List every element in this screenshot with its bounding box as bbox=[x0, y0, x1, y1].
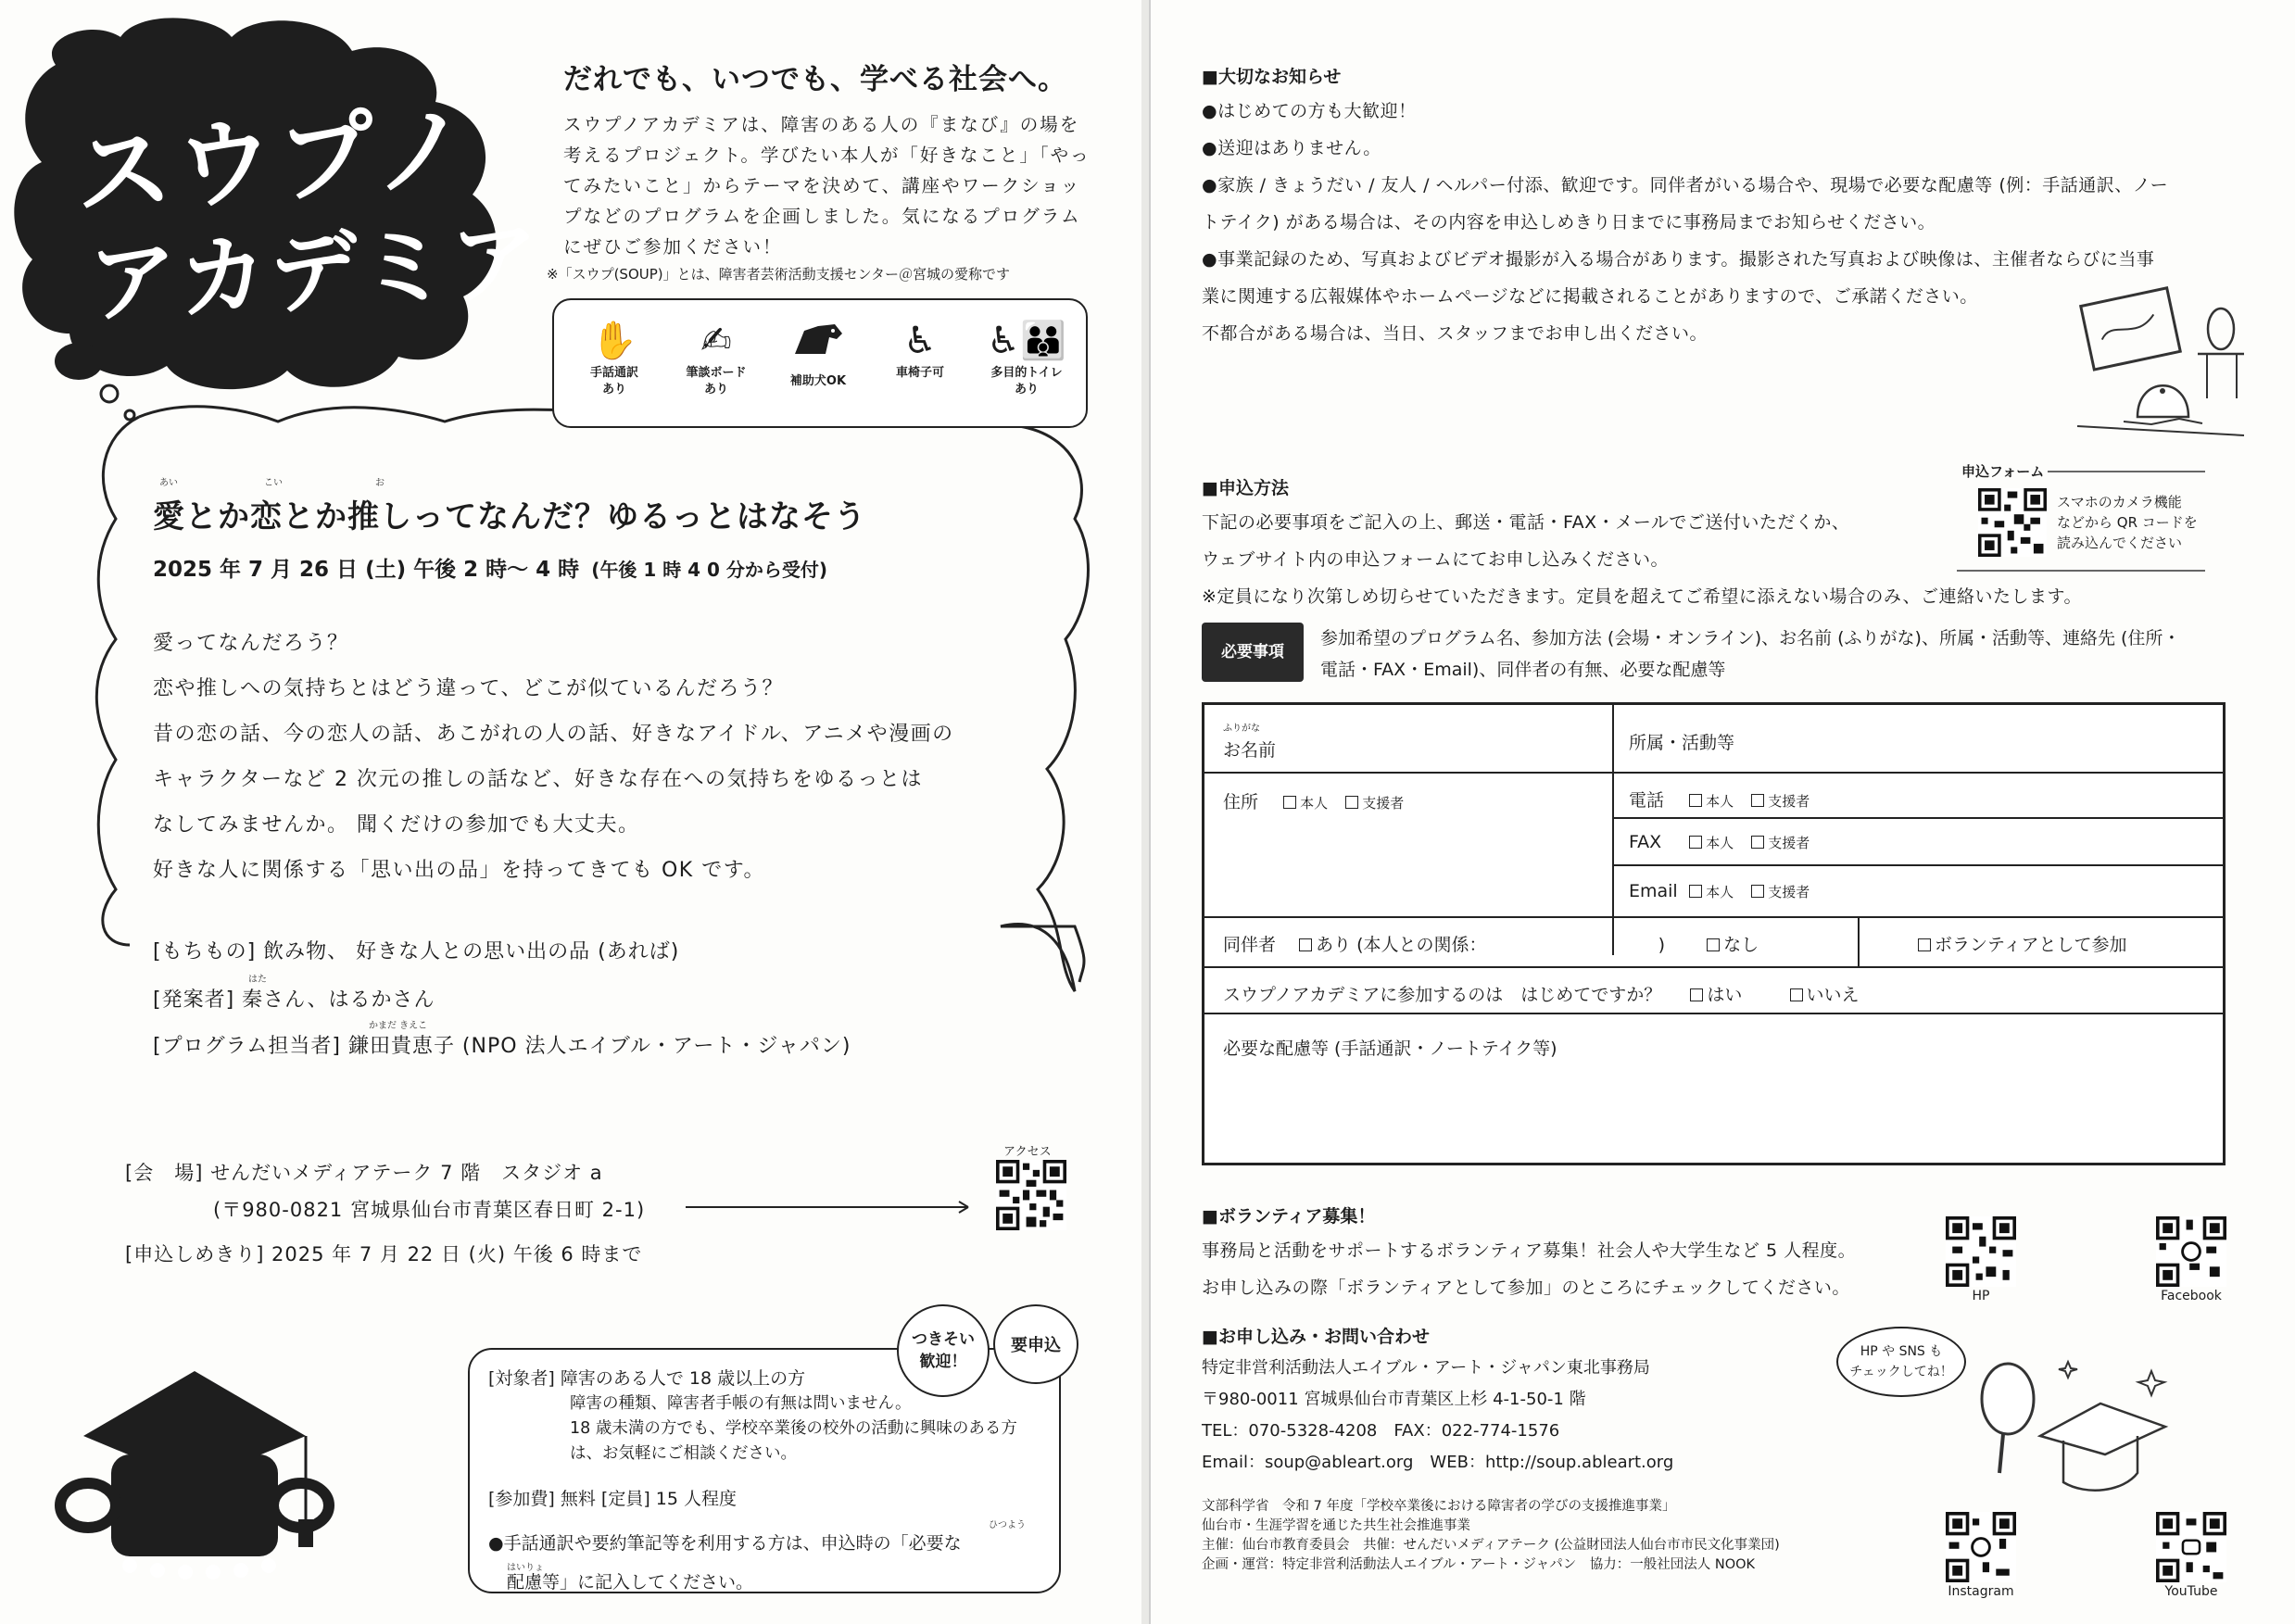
companion-no-checkbox[interactable] bbox=[1707, 938, 1720, 951]
address-label: 住所 bbox=[1223, 792, 1259, 812]
volunteer-line: お申し込みの際「ボランティアとして参加」のところにチェックしてください。 bbox=[1202, 1278, 1850, 1298]
notice-line: ●事業記録のため、写真およびビデオ撮影が入る場合があります。撮影された写真および映像は、主催者ならびに当事 bbox=[1202, 249, 2155, 270]
hp-qr-code[interactable] bbox=[1946, 1216, 2016, 1287]
target-line: 障害の種類、障害者手帳の有無は問いません。 bbox=[570, 1394, 912, 1413]
address-supporter-checkbox[interactable] bbox=[1345, 796, 1358, 809]
checkbox-label: ボランティアとして参加 bbox=[1935, 935, 2127, 955]
notice-line: ●家族 / きょうだい / 友人 / ヘルパー付添、歓迎です。同伴者がいる場合や、現場で必要な配慮等 (例：手話通訳、ノー bbox=[1202, 175, 2169, 195]
logo-line2: アカデミア bbox=[85, 208, 545, 336]
first-time-label: スウプノアカデミアに参加するのは はじめてですか？ bbox=[1223, 985, 1662, 1005]
intro-line: にぜひご参加ください！ bbox=[563, 236, 783, 258]
email-supporter-checkbox[interactable] bbox=[1751, 885, 1764, 898]
required-line: 電話・FAX・Email)、同伴者の有無、必要な配慮等 bbox=[1320, 660, 1726, 680]
apply-line: ウェブサイト内の申込フォームにてお申し込みください。 bbox=[1202, 549, 1669, 570]
ruby-hairyo: はいりょ bbox=[507, 1563, 544, 1573]
venue-name: せんだいメディアテーク 7 階 スタジオ a bbox=[210, 1162, 603, 1184]
art-appreciation-illustration bbox=[2059, 278, 2253, 445]
form-note-line: などから QR コードを bbox=[2057, 514, 2198, 531]
deadline: [申込しめきり] 2025 年 7 月 22 日 (火) 午後 6 時まで bbox=[125, 1243, 643, 1265]
fax-field[interactable] bbox=[1629, 832, 1810, 852]
description-line: 好きな人に関係する「思い出の品」を持ってきても OK です。 bbox=[153, 859, 765, 882]
writing-board-icon: ✍ bbox=[700, 320, 732, 362]
footer-line: 企画・運営：特定非営利活動法人エイブル・アート・ジャパン 協力：一般社団法人 NOOK bbox=[1202, 1557, 1756, 1572]
footer-credits bbox=[1202, 1497, 1780, 1575]
ruby-hitsuyou: ひつよう bbox=[989, 1520, 1026, 1530]
checkbox-label: いいえ bbox=[1806, 985, 1860, 1005]
checkbox-label: あり (本人との関係： bbox=[1316, 935, 1487, 955]
wheelchair-icon: ♿ bbox=[903, 320, 937, 362]
checkbox-label: 本人 bbox=[1300, 795, 1329, 812]
ruby-kamada: かまだ きえこ bbox=[369, 1021, 428, 1031]
application-form bbox=[1202, 702, 2226, 1165]
intro-line: スウプノアカデミアは、障害のある人の『まなび』の場を bbox=[563, 114, 1080, 135]
logo-line1: スウプノ bbox=[70, 91, 479, 232]
instagram-label: Instagram bbox=[1948, 1584, 2014, 1599]
feature-item bbox=[874, 317, 966, 382]
checkbox-label: 支援者 bbox=[1768, 793, 1810, 810]
email-label: Email bbox=[1629, 881, 1678, 901]
checkbox-label: 支援者 bbox=[1768, 835, 1810, 851]
target-line: は、お気軽にご相談ください。 bbox=[570, 1444, 797, 1463]
sns-bubble-line: HP や SNS も bbox=[1860, 1344, 1943, 1359]
application-form-qr-code[interactable] bbox=[1978, 488, 2047, 557]
intro-line: てみたいこと」からテーマを決めて、講座やワークショッ bbox=[563, 175, 1081, 196]
first-time-field[interactable] bbox=[1223, 981, 1860, 1006]
feature-label: 筆談ボード bbox=[686, 366, 747, 380]
companion-yes-checkbox[interactable] bbox=[1299, 938, 1312, 951]
required-items-badge: 必要事項 bbox=[1202, 623, 1304, 682]
registration-required-bubble: 要申込 bbox=[993, 1304, 1078, 1384]
phone-self-checkbox[interactable] bbox=[1689, 794, 1702, 807]
volunteer-text bbox=[1202, 1232, 1856, 1306]
venue-address: (〒980-0821 宮城県仙台市青葉区春日町 2-1) bbox=[213, 1199, 646, 1221]
volunteer-heading: ■ボランティア募集！ bbox=[1202, 1206, 1376, 1227]
companion-label: 同伴者 bbox=[1223, 935, 1277, 955]
mirror-cap-illustration bbox=[1938, 1334, 2179, 1501]
email-self-checkbox[interactable] bbox=[1689, 885, 1702, 898]
contact-heading: ■お申し込み・お問い合わせ bbox=[1202, 1327, 1430, 1347]
first-time-no-checkbox[interactable] bbox=[1790, 988, 1803, 1001]
feature-label: 多目的トイレ bbox=[990, 366, 1063, 380]
contact-address: 〒980-0011 宮城県仙台市青葉区上杉 4-1-50-1 階 bbox=[1202, 1390, 1586, 1409]
access-label: アクセス bbox=[1003, 1145, 1052, 1159]
accessibility-features bbox=[552, 298, 1088, 428]
program-title: 愛とか恋とか推しってなんだ？ゆるっとはなそう bbox=[153, 498, 866, 535]
checkbox-label: 支援者 bbox=[1768, 884, 1810, 900]
feature-item bbox=[670, 317, 763, 398]
interpret-note: ●手話通訳や要約筆記等を利用する方は、申込時の「必要な bbox=[488, 1533, 962, 1554]
companion-welcome-bubble bbox=[897, 1304, 990, 1397]
program-staff: [プログラム担当者] 鎌田貴恵子 (NPO 法人エイブル・アート・ジャパン) bbox=[153, 1035, 851, 1058]
volunteer-checkbox[interactable] bbox=[1918, 938, 1931, 951]
intro-line: プなどのプログラムを企画しました。気になるプログラム bbox=[563, 206, 1081, 227]
ruby-koi: こい bbox=[264, 478, 283, 488]
notice-line: 不都合がある場合は、当日、スタッフまでお申し出ください。 bbox=[1202, 323, 1709, 344]
checkbox-label: 支援者 bbox=[1362, 795, 1405, 812]
fee: [参加費] 無料 [定員] 15 人程度 bbox=[488, 1489, 737, 1509]
feature-label: 補助犬OK bbox=[789, 374, 847, 388]
footer-line: 仙台市・生涯学習を通じた共生社会推進事業 bbox=[1202, 1518, 1470, 1533]
address-field[interactable] bbox=[1223, 788, 1404, 813]
contact-org: 特定非営利活動法人エイブル・アート・ジャパン東北事務局 bbox=[1202, 1358, 1650, 1378]
interpret-note: 配慮等」に記入してください。 bbox=[507, 1572, 754, 1593]
phone-supporter-checkbox[interactable] bbox=[1751, 794, 1764, 807]
venue-label: [会 場] bbox=[125, 1162, 204, 1184]
venue-row bbox=[125, 1158, 603, 1186]
belongings: [もちもの] 飲み物、 好きな人との思い出の品 (あれば) bbox=[153, 940, 680, 963]
footer-line: 文部科学省 令和 7 年度「学校卒業後における障害者の学びの支援推進事業」 bbox=[1202, 1499, 1676, 1514]
ruby-ai: あい bbox=[159, 478, 178, 488]
checkbox-label: 本人 bbox=[1706, 793, 1734, 810]
program-description bbox=[153, 621, 954, 893]
youtube-label: YouTube bbox=[2164, 1584, 2218, 1599]
feature-item bbox=[976, 317, 1078, 398]
facebook-label: Facebook bbox=[2161, 1289, 2222, 1303]
apply-line: 下記の必要事項をご記入の上、郵送・電話・FAX・メールでご送付いただくか、 bbox=[1202, 512, 1850, 533]
description-line: なしてみませんか。 聞くだけの参加でも大丈夫。 bbox=[153, 813, 640, 837]
intro-text bbox=[563, 109, 1091, 262]
multipurpose-toilet-icon: ♿👪 bbox=[987, 320, 1066, 362]
apply-instructions bbox=[1202, 504, 2082, 615]
notice-line: トテイク) がある場合は、その内容を申込しめきり日までに事務局までお知らせください。 bbox=[1202, 212, 1936, 233]
apply-line: ※定員になり次第しめ切らせていただきます。定員を超えてご希望に添えない場合のみ、ご連絡いたします。 bbox=[1202, 586, 2082, 607]
notice-heading: ■大切なお知らせ bbox=[1202, 67, 1342, 87]
volunteer-field[interactable] bbox=[1918, 931, 2126, 956]
description-line: キャラクターなど 2 次元の推しの話など、好きな存在への気持ちをゆるっとは bbox=[153, 768, 924, 791]
form-note-line: 読み込んでください bbox=[2057, 535, 2183, 551]
speaker: [発案者] 秦さん、はるかさん bbox=[153, 988, 435, 1012]
feature-label: あり bbox=[601, 383, 626, 397]
youtube-qr-code[interactable] bbox=[2156, 1512, 2226, 1582]
checkbox-label: はい bbox=[1707, 985, 1743, 1005]
access-qr-code[interactable] bbox=[996, 1160, 1066, 1230]
furigana-label: ふりがな bbox=[1223, 724, 1260, 734]
notice-list bbox=[1202, 93, 2168, 352]
contact-phone: TEL：070-5328-4208 FAX：022-774-1576 bbox=[1202, 1421, 1560, 1441]
form-qr-note bbox=[2057, 492, 2198, 553]
checkbox-label: 本人 bbox=[1706, 884, 1734, 900]
ruby-hata: はた bbox=[248, 975, 267, 985]
assistance-dog-icon bbox=[772, 317, 864, 373]
notice-line: 業に関連する広報媒体やホームページなどに掲載されることがありますので、ご承諾ください。 bbox=[1202, 286, 1978, 307]
form-divider bbox=[2048, 471, 2205, 472]
target-line: 18 歳未満の方でも、学校卒業後の校外の活動に興味のある方 bbox=[570, 1419, 1017, 1438]
needs-field[interactable]: 必要な配慮等 (手話通訳・ノートテイク等) bbox=[1223, 1039, 1557, 1059]
fax-self-checkbox[interactable] bbox=[1689, 836, 1702, 849]
phone-field[interactable] bbox=[1629, 787, 1810, 812]
affiliation-field[interactable]: 所属・活動等 bbox=[1629, 733, 1735, 753]
form-qr-label: 申込フォーム bbox=[1961, 463, 2045, 480]
bubble-line: つきそい bbox=[912, 1330, 975, 1349]
target-line: [対象者] 障害のある人で 18 歳以上の方 bbox=[488, 1368, 806, 1389]
fax-supporter-checkbox[interactable] bbox=[1751, 836, 1764, 849]
checkbox-label: なし bbox=[1723, 935, 1759, 955]
right-page bbox=[1149, 0, 2295, 1624]
required-line: 参加希望のプログラム名、参加方法 (会場・オンライン)、お名前 (ふりがな)、所属・活動等、連絡先 (住所・ bbox=[1320, 628, 2181, 648]
program-date-row bbox=[153, 552, 827, 583]
left-page bbox=[0, 0, 1141, 1624]
footer-line: 主催：仙台市教育委員会 共催：せんだいメディアテーク (公益財団法人仙台市市民文化事業団) bbox=[1202, 1538, 1780, 1553]
instagram-qr-code[interactable] bbox=[1946, 1512, 2016, 1582]
description-line: 恋や推しへの気持ちとはどう違って、どこが似ているんだろう？ bbox=[153, 677, 785, 700]
program-reception: (午後 1 時 4 0 分から受付) bbox=[591, 559, 828, 581]
description-line: 愛ってなんだろう？ bbox=[153, 632, 349, 655]
feature-item bbox=[772, 317, 864, 390]
bubble-line: 歓迎！ bbox=[919, 1353, 967, 1371]
fax-label: FAX bbox=[1629, 832, 1662, 852]
notice-line: ●送迎はありません。 bbox=[1202, 138, 1381, 158]
notice-line: ●はじめての方も大歓迎！ bbox=[1202, 101, 1417, 121]
soup-note: ※「スウプ(SOUP)」とは、障害者芸術活動支援センター＠宮城の愛称です bbox=[547, 266, 1011, 283]
program-date: 2025 年 7 月 26 日 (土) 午後 2 時～ 4 時 bbox=[153, 558, 580, 582]
page-gutter bbox=[1141, 0, 1149, 1624]
contact-email-web[interactable]: Email：soup@ableart.org WEB：http://soup.ableart.org bbox=[1202, 1453, 1674, 1472]
intro-line: 考えるプロジェクト。学びたい本人が「好きなこと」「やっ bbox=[563, 145, 1091, 166]
facebook-qr-code[interactable] bbox=[2156, 1216, 2226, 1287]
address-self-checkbox[interactable] bbox=[1283, 796, 1296, 809]
description-line: 昔の恋の話、今の恋人の話、あこがれの人の話、好きなアイドル、アニメや漫画の bbox=[153, 723, 954, 746]
contact-info bbox=[1202, 1353, 1673, 1479]
companion-close: ) bbox=[1658, 935, 1666, 955]
sns-bubble-line: チェックしてね！ bbox=[1849, 1365, 1953, 1379]
feature-label: 車椅子可 bbox=[895, 366, 944, 380]
email-field[interactable] bbox=[1629, 881, 1810, 901]
hp-label: HP bbox=[1972, 1289, 1990, 1303]
phone-label: 電話 bbox=[1629, 790, 1665, 811]
form-divider bbox=[1957, 570, 2205, 572]
feature-item bbox=[568, 317, 661, 398]
apply-heading: ■申込方法 bbox=[1202, 478, 1289, 498]
volunteer-line: 事務局と活動をサポートするボランティア募集！社会人や大学生など 5 人程度。 bbox=[1202, 1240, 1857, 1261]
tagline: だれでも、いつでも、学べる社会へ。 bbox=[563, 63, 1067, 96]
companion-field[interactable] bbox=[1223, 931, 1759, 956]
sign-language-icon: ✋ bbox=[591, 320, 637, 362]
first-time-yes-checkbox[interactable] bbox=[1690, 988, 1703, 1001]
ruby-o: お bbox=[375, 478, 385, 488]
name-field[interactable]: お名前 bbox=[1223, 740, 1277, 761]
feature-label: 手話通訳 bbox=[589, 366, 638, 380]
required-items-text bbox=[1320, 623, 2180, 686]
feature-label: あり bbox=[703, 383, 728, 397]
feature-label: あり bbox=[1014, 383, 1039, 397]
checkbox-label: 本人 bbox=[1706, 835, 1734, 851]
form-note-line: スマホのカメラ機能 bbox=[2057, 494, 2182, 510]
